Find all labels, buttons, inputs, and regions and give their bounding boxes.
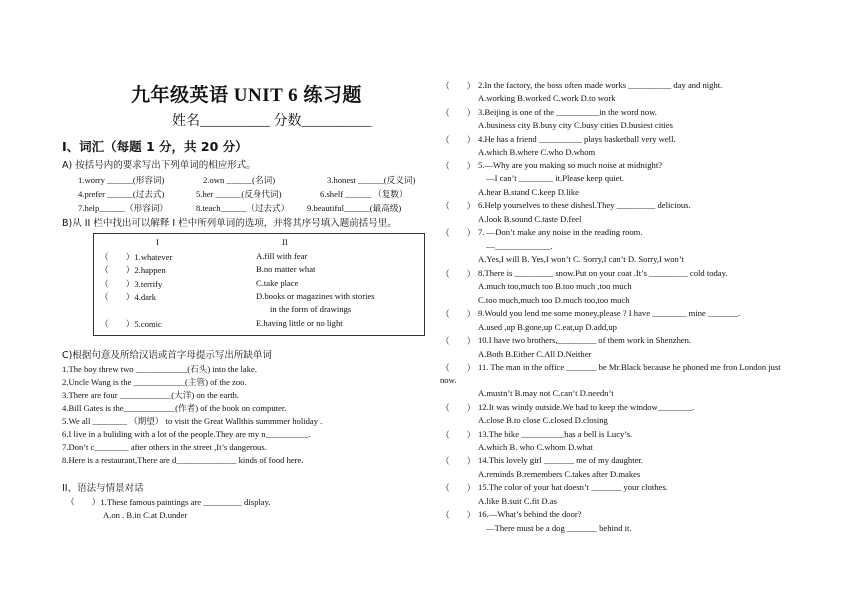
answer-blank: （ ） bbox=[441, 309, 476, 319]
question-text: 14.This lovely girl _______ me of my daughter. bbox=[478, 455, 643, 465]
match-left-item: （ ）2.happen bbox=[100, 265, 166, 275]
answer-blank: （ ） bbox=[441, 403, 476, 413]
answer-blank: （ ） bbox=[441, 201, 476, 211]
question-text: 11. The man in the office _______ be Mr.Black because he phoned me fron London just bbox=[478, 362, 781, 372]
match-col-2-header: II bbox=[282, 237, 288, 247]
match-left-item: （ ）1.whatever bbox=[100, 252, 173, 262]
answer-blank: （ ） bbox=[441, 456, 476, 466]
part-a-item: 7.help______（形容词） bbox=[78, 203, 168, 213]
part-c-item: 3.There are four ____________(大洋) on the earth. bbox=[62, 390, 240, 400]
question-options: A.like B.suit C.fit D.as bbox=[478, 496, 558, 506]
match-col-1-header: I bbox=[156, 237, 159, 247]
part-a-item: 5.her ______(反身代词) bbox=[196, 189, 282, 199]
question-text: 8.There is _________ snow.Put on your coat .It’s _________ cold today. bbox=[478, 268, 728, 278]
question-text: 13.The bike __________has a bell is Lucy’s. bbox=[478, 429, 633, 439]
question-text: 16.—What’s behind the door? bbox=[478, 509, 582, 519]
part-a-item: 3.honest ______(反义词) bbox=[327, 175, 416, 185]
part-a-item: 9.beautiful______(最高级) bbox=[307, 203, 402, 213]
answer-blank: （ ） bbox=[441, 363, 476, 373]
match-right-item: D.books or magazines with stories bbox=[256, 291, 375, 301]
question-options: A.which B. who C.whom D.what bbox=[478, 442, 594, 452]
question-text: 6.Help yourselves to these dishesl.They _________ delicious. bbox=[478, 200, 691, 210]
answer-blank: （ ） bbox=[441, 161, 476, 171]
question-options: A.working B.worked C.work D.to work bbox=[478, 93, 616, 103]
question-options: A.hear B.stand C.keep D.like bbox=[478, 187, 579, 197]
match-right-item: C.take place bbox=[256, 278, 299, 288]
page-title: 九年级英语 UNIT 6 练习题 bbox=[131, 85, 362, 106]
answer-blank: （ ） bbox=[441, 510, 476, 520]
match-left-item: （ ）5.comic bbox=[100, 319, 162, 329]
match-right-item: B.no matter what bbox=[256, 264, 316, 274]
answer-blank: （ ） bbox=[441, 269, 476, 279]
question-text: 9.Would you lend me some money,please ? I have ________ mine _______. bbox=[478, 308, 741, 318]
part-c-item: 1.The boy threw two ____________(石头) into the lake. bbox=[62, 364, 257, 374]
question-options: A.look B.sound C.taste D.feel bbox=[478, 214, 582, 224]
part-c-heading: C)根据句意及所给汉语或首字母提示写出所缺单词 bbox=[62, 350, 272, 361]
part-a-item: 1.worry ______(形容词) bbox=[78, 175, 165, 185]
question-options: A.used ,up B.gone,up C.eat,up D.add,up bbox=[478, 322, 617, 332]
question-options: C.too much,much too D.much too,too much bbox=[478, 295, 630, 305]
question-options: A.reminds B.remembers C.takes after D.makes bbox=[478, 469, 641, 479]
match-right-item: E.having little or no light bbox=[256, 318, 343, 328]
match-left-item: （ ）4.dark bbox=[100, 292, 157, 302]
match-right-item: in the form of drawings bbox=[270, 304, 352, 314]
part-a-item: 8.teach______（过去式） bbox=[196, 203, 290, 213]
section-2-heading: II、语法与情景对话 bbox=[62, 483, 144, 494]
question-text: 4.He has a friend __________ plays basketball very well. bbox=[478, 134, 676, 144]
question-text: 3.Beijing is one of the __________in the word now. bbox=[478, 107, 657, 117]
part-a-heading: A) 按括号内的要求写出下列单词的相应形式。 bbox=[62, 160, 256, 171]
question-options: A.close B.to close C.closed D.closing bbox=[478, 415, 608, 425]
part-a-item: 6.shelf ______ （复数） bbox=[320, 189, 408, 199]
question-options: A.mustn’t B.may not C.can’t D.needn’t bbox=[478, 388, 614, 398]
part-a-item: 4.prefer ______(过去式) bbox=[78, 189, 165, 199]
answer-blank: （ ） bbox=[441, 135, 476, 145]
question-text: 7. —Don’t make any noise in the reading room. bbox=[478, 227, 643, 237]
question-options: A.much too,much too B.too much ,too much bbox=[478, 281, 632, 291]
part-a-item: 2.own ______(名词) bbox=[203, 175, 276, 185]
name-score-line: 姓名__________ 分数__________ bbox=[172, 114, 372, 129]
answer-blank: （ ） bbox=[441, 108, 476, 118]
question-text: 15.The color of your hat doesn’t _______ your clothes. bbox=[478, 482, 668, 492]
section-1-heading: I、词汇（每题 1 分，共 20 分） bbox=[62, 139, 248, 154]
question-1: （ ）1.These famous paintings are _________ display. bbox=[66, 497, 271, 507]
match-left-item: （ ）3.terrify bbox=[100, 279, 163, 289]
question-options: A.which B.where C.who D.whom bbox=[478, 147, 596, 157]
question-options: A.Yes,I will B. Yes,I won’t C. Sorry,I can’t D. Sorry,I won’t bbox=[478, 254, 684, 264]
part-c-item: 6.I live in a buliding with a lot of the people.They are my n__________. bbox=[62, 429, 311, 439]
question-text: 2.In the factory, the boss often made works __________ day and night. bbox=[478, 80, 723, 90]
question-options: —_____________. bbox=[486, 241, 553, 251]
part-c-item: 5.We all ________ （期望） to visit the Great Wallthis summmer holiday . bbox=[62, 416, 323, 426]
part-c-item: 7.Don’t c________ after others in the street ,It’s dangerous. bbox=[62, 442, 267, 452]
question-1-options: A.on . B.in C.at D.under bbox=[103, 510, 188, 520]
answer-blank: （ ） bbox=[441, 81, 476, 91]
answer-blank: （ ） bbox=[441, 430, 476, 440]
part-b-heading: B)从 II 栏中找出可以解释 I 栏中所列单词的选项，并将其序号填入题前括号里。 bbox=[62, 218, 397, 229]
question-text: 5.—Why are you making so much noise at midnight? bbox=[478, 160, 663, 170]
question-options: —I can’t ________ it.Please keep quiet. bbox=[486, 173, 625, 183]
answer-blank: （ ） bbox=[441, 336, 476, 346]
question-options: A.Both B.Either C.All D.Neither bbox=[478, 349, 592, 359]
question-options: A.business city B.busy city C.busy cities D.busiest cities bbox=[478, 120, 674, 130]
answer-blank: （ ） bbox=[441, 483, 476, 493]
question-text: 10.I have two brothers,_________ of them work in Shenzhen. bbox=[478, 335, 692, 345]
part-c-item: 4.Bill Gates is the____________(作者) of the book on computer. bbox=[62, 403, 287, 413]
answer-blank: （ ） bbox=[441, 228, 476, 238]
match-right-item: A.fill with fear bbox=[256, 251, 308, 261]
question-options: —There must be a dog _______ behind it. bbox=[486, 523, 632, 533]
part-c-item: 8.Here is a restaurant,There are d______________ kinds of food here. bbox=[62, 455, 304, 465]
question-text: 12.It was windy outside.We had to keep the window________. bbox=[478, 402, 695, 412]
part-c-item: 2.Uncle Wang is the ____________(主管) of the zoo. bbox=[62, 377, 247, 387]
question-options: now. bbox=[440, 375, 457, 385]
